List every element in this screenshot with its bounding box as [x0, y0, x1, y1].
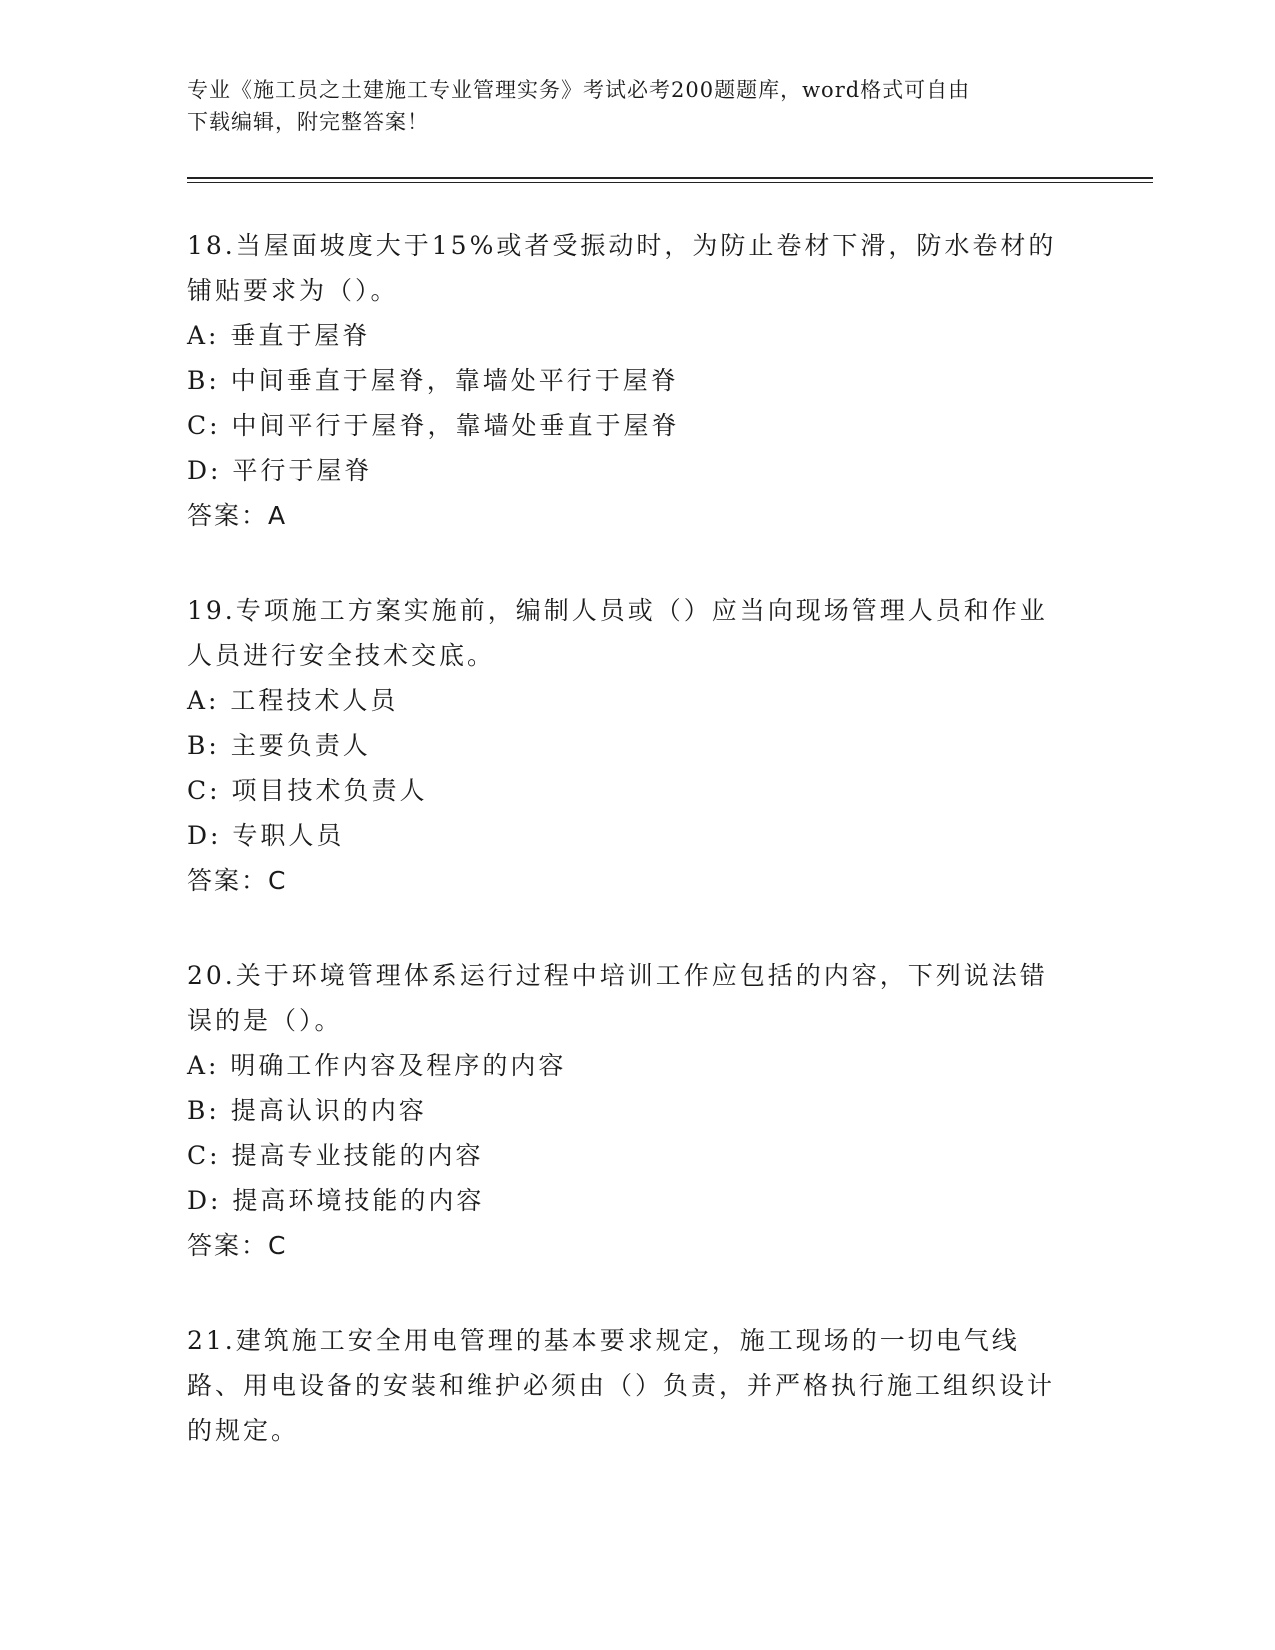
option-c: C: 提高专业技能的内容: [187, 1141, 484, 1170]
option-a: A: 工程技术人员: [187, 686, 399, 715]
header-line-2: 下载编辑，附完整答案！: [187, 110, 429, 134]
question-stem: 18.当屋面坡度大于15%或者受振动时，为防止卷材下滑，防水卷材的铺贴要求为（）。: [187, 231, 1057, 305]
question-stem: 19.专项施工方案实施前，编制人员或（）应当向现场管理人员和作业人员进行安全技术交底。: [187, 596, 1048, 670]
option-c: C: 项目技术负责人: [187, 776, 428, 805]
question-20: [187, 953, 1067, 1268]
answer-label: 答案：C: [187, 866, 288, 895]
answer-label: 答案：C: [187, 1231, 288, 1260]
question-stem: 20.关于环境管理体系运行过程中培训工作应包括的内容，下列说法错误的是（）。: [187, 961, 1048, 1035]
answer-label: 答案：A: [187, 501, 288, 530]
option-b: B: 主要负责人: [187, 731, 371, 760]
question-21: [187, 1318, 1067, 1453]
option-b: B: 提高认识的内容: [187, 1096, 427, 1125]
header-divider-thin: [187, 182, 1153, 183]
option-a: A: 明确工作内容及程序的内容: [187, 1051, 567, 1080]
question-19: [187, 588, 1067, 903]
option-a: A: 垂直于屋脊: [187, 321, 371, 350]
option-d: D: 平行于屋脊: [187, 456, 373, 485]
header-note: [187, 74, 1067, 138]
option-b: B: 中间垂直于屋脊，靠墙处平行于屋脊: [187, 366, 679, 395]
option-c: C: 中间平行于屋脊，靠墙处垂直于屋脊: [187, 411, 680, 440]
question-stem: 21.建筑施工安全用电管理的基本要求规定，施工现场的一切电气线路、用电设备的安装和维护必须由（）负责，并严格执行施工组织设计的规定。: [187, 1326, 1056, 1445]
option-d: D: 专职人员: [187, 821, 345, 850]
header-line-1: 专业《施工员之土建施工专业管理实务》考试必考200题题库，word格式可自由: [187, 78, 971, 102]
option-d: D: 提高环境技能的内容: [187, 1186, 485, 1215]
question-18: [187, 223, 1067, 538]
header-divider-thick: [187, 177, 1153, 179]
